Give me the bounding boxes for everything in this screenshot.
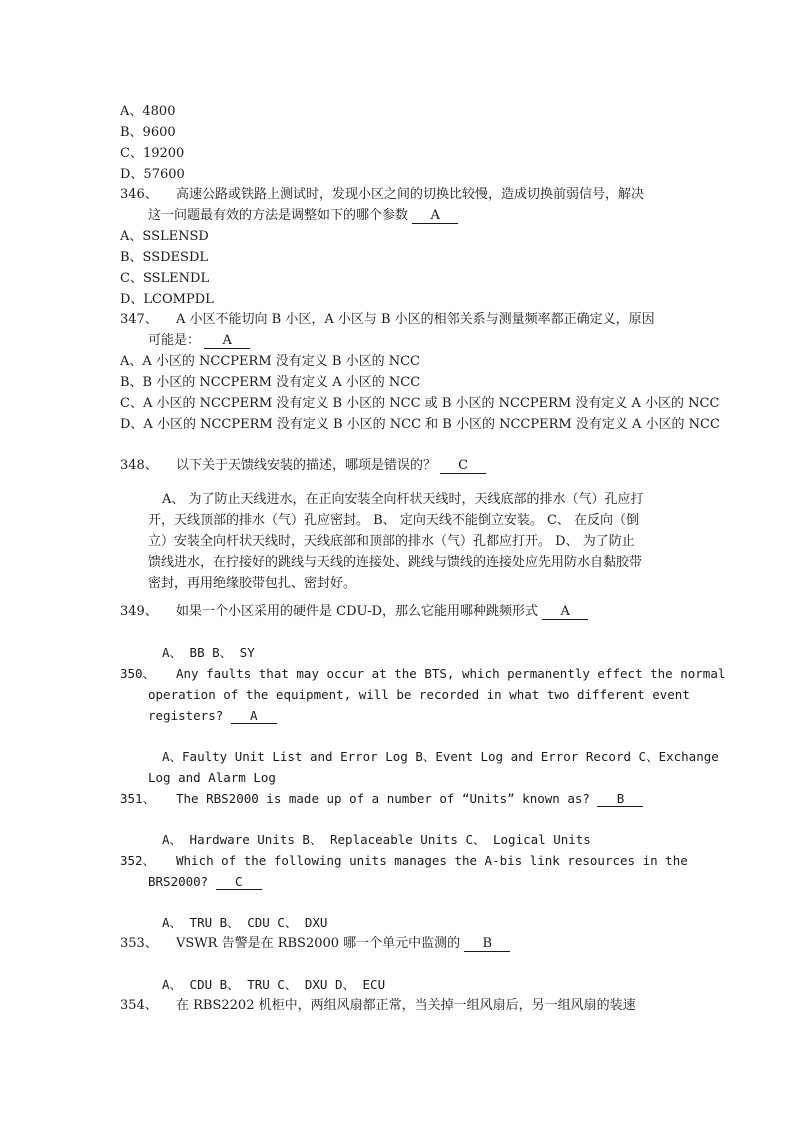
option-line: D、A 小区的 NCCPERM 没有定义 B 小区的 NCC 和 B 小区的 NCCPERM 没有定义 A 小区的 NCC [120, 417, 720, 432]
option-line: B、SSDESDL [120, 250, 209, 265]
question-text-body: 如果一个小区采用的硬件是 CDU-D，那么它能用哪种跳频形式 [176, 604, 539, 619]
option-line: D、LCOMPDL [120, 292, 214, 307]
question-text: registers? [148, 708, 224, 723]
question-text: A 小区不能切向 B 小区，A 小区与 B 小区的相邻关系与测量频率都正确定义，原因 [176, 312, 655, 327]
question-347-cont [148, 333, 250, 349]
question-text: 这一问题最有效的方法是调整如下的哪个参数 [148, 208, 409, 223]
question-348-options [148, 489, 678, 594]
question-351 [120, 791, 625, 807]
question-number: 347、 [120, 312, 158, 327]
question-347 [120, 312, 655, 328]
answer-blank: B [464, 937, 510, 952]
question-text: Which of the following units manages the A-bis link resources in the [176, 853, 688, 868]
question-number: 349、 [120, 604, 158, 619]
question-text: Any faults that may occur at the BTS, which permanently effect the normal [176, 666, 726, 681]
option-line: Log and Alarm Log [148, 770, 276, 785]
question-number: 346、 [120, 187, 158, 202]
question-text: BRS2000? [148, 874, 209, 889]
option-paragraph-line: A、 为了防止天线进水，在正向安装全向杆状天线时，天线底部的排水（气）孔应打 [162, 492, 644, 507]
answer-blank: A [231, 709, 277, 724]
question-text: operation of the equipment, will be recorded in what two different event [148, 687, 690, 702]
option-line: C、19200 [120, 146, 185, 161]
question-number: 353、 [120, 936, 158, 951]
answer-blank: C [216, 875, 262, 890]
option-line: A、4800 [120, 104, 176, 119]
question-text: 高速公路或铁路上测试时，发现小区之间的切换比较慢，造成切换前弱信号，解决 [176, 187, 645, 202]
answer-blank: A [204, 334, 250, 349]
question-text [176, 936, 510, 952]
question-349 [120, 604, 570, 620]
answer-blank: A [412, 209, 458, 224]
option-line: A、SSLENSD [120, 229, 209, 244]
question-text [176, 604, 588, 620]
option-line: A、A 小区的 NCCPERM 没有定义 B 小区的 NCC [120, 354, 420, 369]
option-line: A、 Hardware Units B、 Replaceable Units C、 Logical Units [162, 832, 591, 847]
option-line: A、Faulty Unit List and Error Log B、Event Log and Error Record C、Exchange [162, 749, 719, 764]
question-346 [120, 187, 645, 203]
question-353 [120, 936, 493, 952]
question-number: 350、 [120, 666, 156, 681]
question-text-body: VSWR 告警是在 RBS2000 哪一个单元中监测的 [176, 936, 461, 951]
question-348 [120, 458, 469, 474]
question-number: 351、 [120, 791, 156, 806]
option-paragraph-line: 密封，再用绝缘胶带包扎、密封好。 [148, 576, 357, 591]
answer-blank: B [597, 792, 643, 807]
question-text: 可能是： [148, 333, 201, 348]
question-350-cont [148, 708, 277, 724]
option-paragraph-line: 馈线进水，在拧接好的跳线与天线的连接处、跳线与馈线的连接处应先用防水自黏胶带 [148, 555, 643, 570]
option-line: C、A 小区的 NCCPERM 没有定义 B 小区的 NCC 或 B 小区的 NCCPERM 没有定义 A 小区的 NCC [120, 396, 720, 411]
option-line: A、 BB B、 SY [162, 645, 255, 660]
option-line: C、SSLENDL [120, 271, 210, 286]
question-346-cont [148, 208, 458, 224]
answer-blank: A [542, 605, 588, 620]
question-number: 354、 [120, 998, 158, 1013]
question-352 [120, 853, 688, 869]
option-paragraph-line: 立）安装全向杆状天线时，天线底部和顶部的排水（气）孔都应打开。 D、 为了防止 [148, 534, 635, 549]
question-text-body: The RBS2000 is made up of a number of “Units” known as? [176, 791, 590, 806]
question-text-body: 以下关于天馈线安装的描述，哪项是错误的？ [176, 458, 437, 473]
option-paragraph-line: 开，天线顶部的排水（气）孔应密封。 B、 定向天线不能倒立安装。 C、 在反向（倒 [148, 513, 640, 528]
question-354 [120, 998, 636, 1014]
question-text [176, 791, 643, 807]
option-line: A、 CDU B、 TRU C、 DXU D、 ECU [162, 977, 386, 992]
question-352-cont [148, 874, 262, 890]
question-350 [120, 666, 726, 682]
option-line: B、9600 [120, 125, 176, 140]
question-text: 在 RBS2202 机柜中，两组风扇都正常，当关掉一组风扇后，另一组风扇的装速 [176, 998, 636, 1013]
option-line: A、 TRU B、 CDU C、 DXU [162, 915, 328, 930]
question-text [176, 458, 486, 474]
question-number: 352、 [120, 853, 156, 868]
option-line: D、57600 [120, 167, 185, 182]
option-line: B、B 小区的 NCCPERM 没有定义 A 小区的 NCC [120, 375, 421, 390]
question-number: 348、 [120, 458, 158, 473]
answer-blank: C [440, 459, 486, 474]
